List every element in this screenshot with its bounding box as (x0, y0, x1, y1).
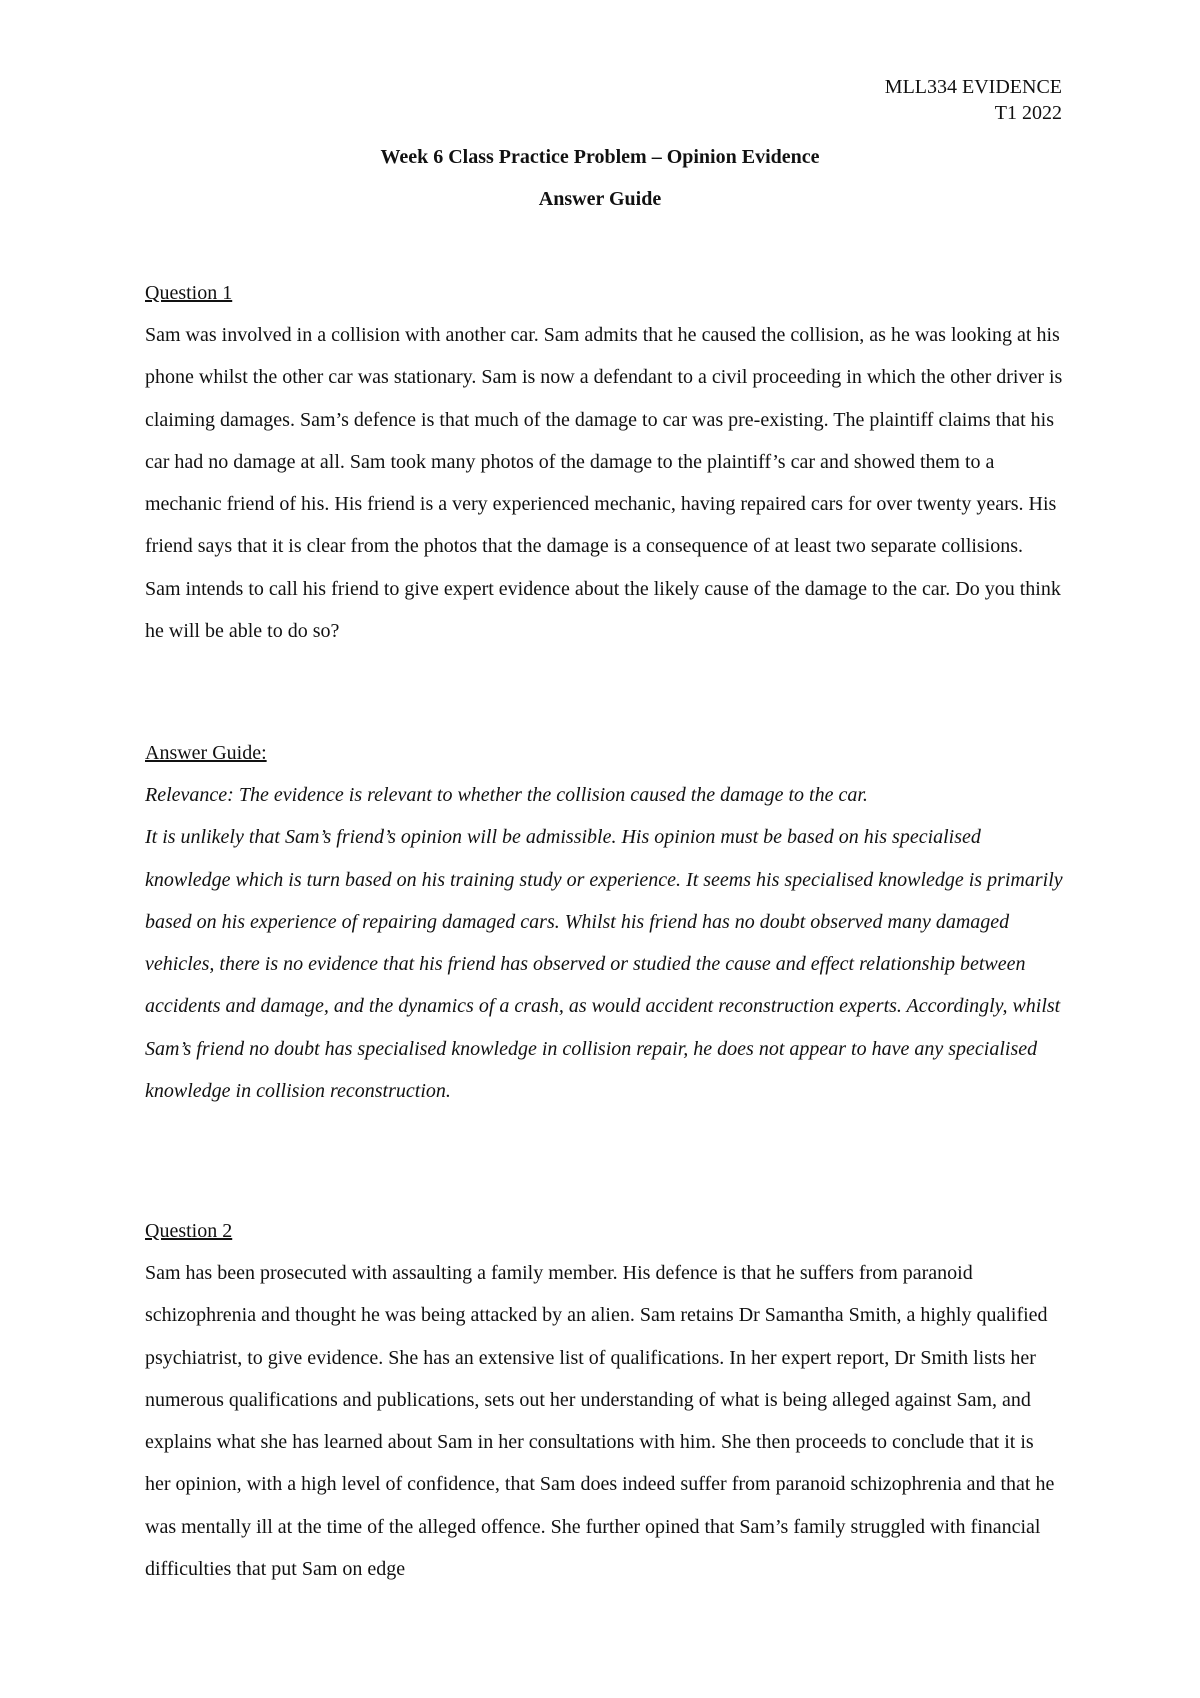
answer-1-text: It is unlikely that Sam’s friend’s opinion will be admissible. His opinion must be based on his specialised knowledge which is turn based on his training study or experience. It seems his specialised knowledge is primarily based on his experience of repairing damaged cars. Whilst his friend has no doubt observed many damaged vehicles, there is no evidence that his friend has observed or studied the cause and effect relationship between accidents and damage, and the dynamics of a crash, as would accident reconstruction experts. Accordingly, whilst Sam’s friend no doubt has specialised knowledge in collision repair, he does not appear to have any specialised knowledge in collision reconstruction. (145, 826, 1063, 1103)
answer-1-relevance: Relevance: The evidence is relevant to whether the collision caused the damage to the car. (145, 784, 868, 806)
question-2-section (145, 1210, 1063, 1590)
answer-1-heading: Answer Guide: (145, 742, 267, 764)
document-subtitle: Answer Guide (538, 188, 662, 210)
course-code: MLL334 EVIDENCE (884, 76, 1062, 98)
answer-1-section (145, 732, 1063, 1112)
question-1-heading: Question 1 (145, 282, 233, 304)
term-label: T1 2022 (994, 102, 1062, 124)
question-1-section (145, 272, 1063, 652)
question-2-heading: Question 2 (145, 1220, 233, 1242)
question-1-text: Sam was involved in a collision with another car. Sam admits that he caused the collision, as he was looking at his phone whilst the other car was stationary. Sam is now a defendant to a civil proceeding in which the other driver is claiming damages. Sam’s defence is that much of the damage to car was pre-existing. The plaintiff claims that his car had no damage at all. Sam took many photos of the damage to the plaintiff’s car and showed them to a mechanic friend of his. His friend is a very experienced mechanic, having repaired cars for over twenty years. His friend says that it is clear from the photos that the damage is a consequence of at least two separate collisions. Sam intends to call his friend to give expert evidence about the likely cause of the damage to the car. Do you think he will be able to do so? (145, 324, 1063, 643)
question-2-text: Sam has been prosecuted with assaulting a family member. His defence is that he suffers from paranoid schizophrenia and thought he was being attacked by an alien. Sam retains Dr Samantha Smith, a highly qualified psychiatrist, to give evidence. She has an extensive list of qualifications. In her expert report, Dr Smith lists her numerous qualifications and publications, sets out her understanding of what is being alleged against Sam, and explains what she has learned about Sam in her consultations with him. She then proceeds to conclude that it is her opinion, with a high level of confidence, that Sam does indeed suffer from paranoid schizophrenia and that he was mentally ill at the time of the alleged offence. She further opined that Sam’s family struggled with financial difficulties that put Sam on edge (145, 1262, 1055, 1581)
document-title: Week 6 Class Practice Problem – Opinion Evidence (380, 146, 820, 168)
document-header (885, 74, 1062, 126)
